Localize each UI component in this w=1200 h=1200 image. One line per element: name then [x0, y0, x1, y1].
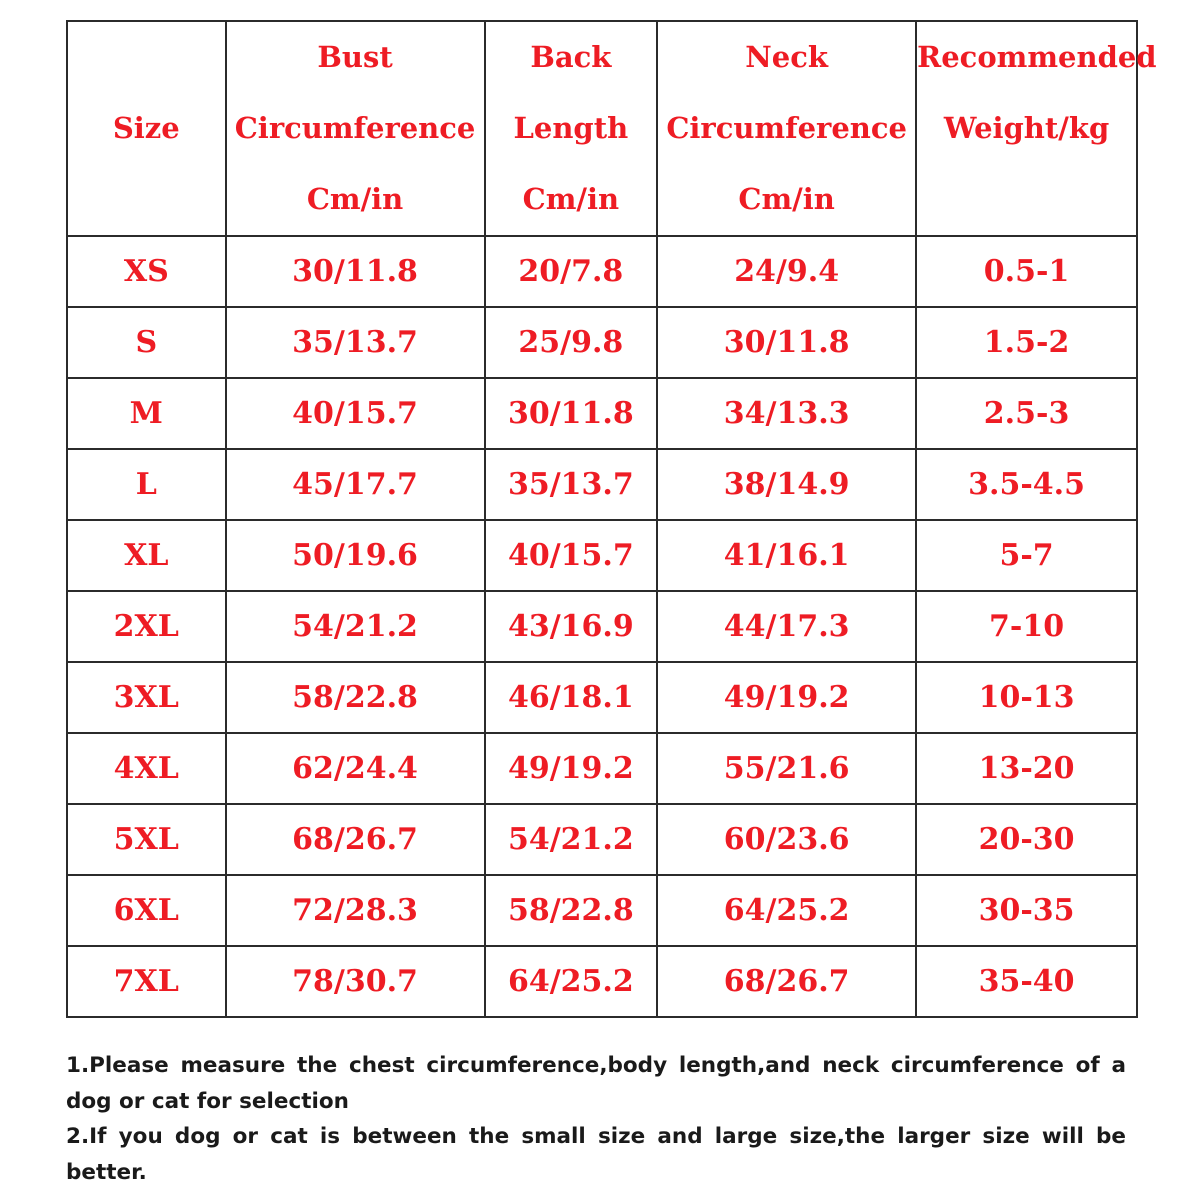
cell-bust: 72/28.3 [226, 875, 485, 946]
header-neck-line-1: Neck [745, 40, 828, 74]
cell-neck: 24/9.4 [657, 236, 916, 307]
cell-neck: 49/19.2 [657, 662, 916, 733]
note-between-sizes: 2.If you dog or cat is between the small size and large size,the larger size will be better. [66, 1124, 1126, 1185]
header-neck-line-3: Cm/in [738, 182, 835, 216]
header-weight-line-1: Recommended [917, 40, 1157, 74]
header-weight-line-2: Weight/kg [943, 111, 1110, 145]
cell-neck: 60/23.6 [657, 804, 916, 875]
cell-back: 46/18.1 [485, 662, 658, 733]
cell-bust: 50/19.6 [226, 520, 485, 591]
cell-bust: 45/17.7 [226, 449, 485, 520]
cell-neck: 38/14.9 [657, 449, 916, 520]
cell-back: 30/11.8 [485, 378, 658, 449]
header-size-line-2: Size [112, 111, 180, 145]
header-weight [916, 21, 1157, 236]
cell-weight: 20-30 [916, 804, 1137, 875]
table-row [67, 662, 1137, 733]
cell-neck: 55/21.6 [657, 733, 916, 804]
cell-weight: 3.5-4.5 [916, 449, 1137, 520]
cell-weight: 0.5-1 [916, 236, 1137, 307]
cell-back: 40/15.7 [485, 520, 658, 591]
table-row [67, 733, 1137, 804]
cell-neck: 34/13.3 [657, 378, 916, 449]
table-row [67, 236, 1137, 307]
cell-weight: 7-10 [916, 591, 1137, 662]
cell-size: 2XL [67, 591, 226, 662]
size-chart-table [66, 20, 1157, 1018]
cell-size: 4XL [67, 733, 226, 804]
table-row [67, 520, 1137, 591]
header-bust-line-3: Cm/in [306, 182, 404, 216]
cell-back: 35/13.7 [485, 449, 658, 520]
cell-neck: 44/17.3 [657, 591, 916, 662]
cell-back: 64/25.2 [485, 946, 658, 1017]
header-neck [657, 21, 916, 236]
cell-bust: 78/30.7 [226, 946, 485, 1017]
cell-neck: 41/16.1 [657, 520, 916, 591]
table-row [67, 875, 1137, 946]
header-back-line-1: Back [530, 40, 612, 74]
table-row [67, 591, 1137, 662]
cell-size: 5XL [67, 804, 226, 875]
cell-bust: 58/22.8 [226, 662, 485, 733]
cell-back: 49/19.2 [485, 733, 658, 804]
cell-size: XL [67, 520, 226, 591]
cell-bust: 40/15.7 [226, 378, 485, 449]
cell-weight: 30-35 [916, 875, 1137, 946]
header-back-line-2: Length [513, 111, 629, 145]
header-size-line-1 [68, 22, 225, 93]
header-weight-line-3 [917, 164, 1136, 235]
cell-back: 58/22.8 [485, 875, 658, 946]
header-bust-line-1: Bust [317, 40, 393, 74]
table-row [67, 307, 1137, 378]
cell-back: 43/16.9 [485, 591, 658, 662]
header-neck-line-2: Circumference [666, 111, 907, 145]
cell-weight: 2.5-3 [916, 378, 1137, 449]
cell-neck: 64/25.2 [657, 875, 916, 946]
cell-bust: 62/24.4 [226, 733, 485, 804]
table-row [67, 946, 1137, 1017]
cell-size: 3XL [67, 662, 226, 733]
cell-size: XS [67, 236, 226, 307]
header-bust-line-2: Circumference [234, 111, 476, 145]
cell-weight: 13-20 [916, 733, 1137, 804]
header-size [67, 21, 226, 236]
cell-bust: 68/26.7 [226, 804, 485, 875]
cell-size: M [67, 378, 226, 449]
table-row [67, 449, 1137, 520]
cell-neck: 68/26.7 [657, 946, 916, 1017]
cell-bust: 35/13.7 [226, 307, 485, 378]
cell-bust: 54/21.2 [226, 591, 485, 662]
header-row [67, 21, 1137, 236]
cell-weight: 35-40 [916, 946, 1137, 1017]
header-back-line-3: Cm/in [522, 182, 620, 216]
header-size-line-3 [68, 164, 225, 235]
cell-size: L [67, 449, 226, 520]
table-row [67, 804, 1137, 875]
header-bust [226, 21, 485, 236]
cell-weight: 5-7 [916, 520, 1137, 591]
header-back [485, 21, 658, 236]
note-measure: 1.Please measure the chest circumference,body length,and neck circumference of a dog or cat for selection [66, 1053, 1126, 1114]
cell-size: 6XL [67, 875, 226, 946]
table-row [67, 378, 1137, 449]
cell-back: 20/7.8 [485, 236, 658, 307]
cell-size: 7XL [67, 946, 226, 1017]
cell-back: 25/9.8 [485, 307, 658, 378]
cell-bust: 30/11.8 [226, 236, 485, 307]
cell-weight: 10-13 [916, 662, 1137, 733]
cell-neck: 30/11.8 [657, 307, 916, 378]
cell-back: 54/21.2 [485, 804, 658, 875]
cell-size: S [67, 307, 226, 378]
measurement-notes [66, 1048, 1126, 1190]
cell-weight: 1.5-2 [916, 307, 1137, 378]
